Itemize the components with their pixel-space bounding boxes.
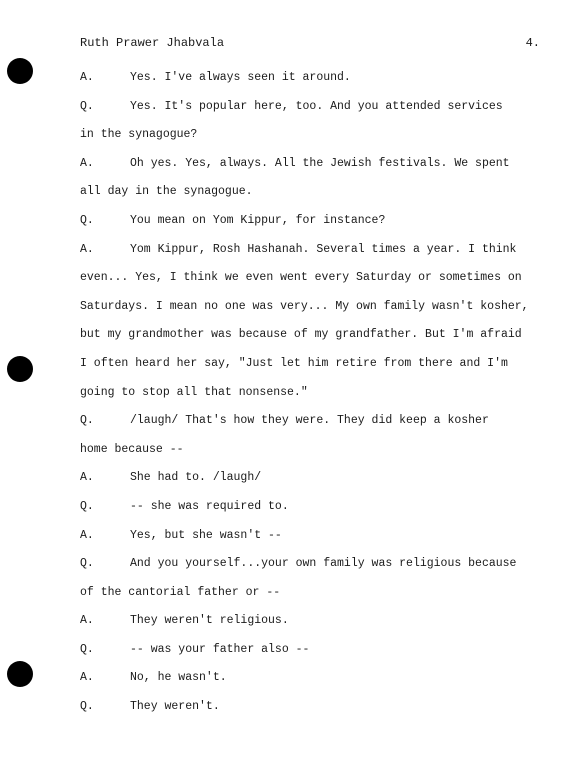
transcript-line	[80, 121, 550, 150]
speaker-label: A.	[80, 671, 94, 685]
header-author: Ruth Prawer Jhabvala	[80, 36, 225, 50]
line-text: /laugh/ That's how they were. They did keep a kosher	[130, 414, 489, 428]
line-text: I often heard her say, "Just let him retire from there and I'm	[80, 356, 508, 370]
line-text: Yes. I've always seen it around.	[130, 71, 351, 84]
transcript-line	[80, 150, 550, 179]
transcript-line	[80, 664, 550, 693]
line-text: Yom Kippur, Rosh Hashanah. Several times a year. I think	[130, 242, 517, 256]
line-text: She had to. /laugh/	[130, 471, 262, 485]
transcript-line	[80, 579, 550, 608]
transcript-line	[80, 264, 550, 293]
transcript-line	[80, 636, 550, 665]
speaker-label: Q.	[80, 700, 94, 714]
page-header	[80, 36, 540, 56]
transcript-line	[80, 93, 550, 122]
speaker-label: Q.	[80, 414, 94, 428]
line-text: going to stop all that nonsense."	[80, 385, 308, 399]
punch-hole	[7, 661, 33, 687]
line-text: Oh yes. Yes, always. All the Jewish festivals. We spent	[130, 156, 510, 170]
transcript-line	[80, 693, 550, 722]
punch-hole	[7, 58, 33, 84]
line-text: Yes. It's popular here, too. And you attended services	[130, 99, 503, 113]
transcript-line	[80, 607, 550, 636]
line-text: And you yourself...your own family was religious because	[130, 557, 517, 571]
speaker-label: A.	[80, 156, 94, 170]
line-text: home because --	[80, 442, 184, 456]
line-text: but my grandmother was because of my grandfather. But I'm afraid	[80, 328, 522, 342]
transcript-line	[80, 407, 550, 436]
line-text: of the cantorial father or --	[80, 585, 281, 599]
transcript-line	[80, 550, 550, 579]
line-text: No, he wasn't.	[130, 671, 227, 685]
transcript-line	[80, 236, 550, 265]
transcript-line	[80, 178, 550, 207]
speaker-label: A.	[80, 528, 94, 542]
speaker-label: A.	[80, 242, 94, 256]
transcript-line	[80, 493, 550, 522]
line-text: You mean on Yom Kippur, for instance?	[130, 213, 386, 227]
speaker-label: Q.	[80, 499, 94, 513]
line-text: -- she was required to.	[130, 499, 289, 513]
transcript-line	[80, 293, 550, 322]
speaker-label: A.	[80, 471, 94, 485]
line-text: even... Yes, I think we even went every Saturday or sometimes on	[80, 271, 522, 285]
transcript-body	[80, 64, 550, 722]
speaker-label: Q.	[80, 213, 94, 227]
line-text: -- was your father also --	[130, 642, 310, 656]
transcript-line	[80, 350, 550, 379]
line-text: in the synagogue?	[80, 128, 198, 142]
transcript-line	[80, 379, 550, 408]
transcript-line	[80, 321, 550, 350]
line-text: Yes, but she wasn't --	[130, 528, 282, 542]
line-text: Saturdays. I mean no one was very... My own family wasn't kosher,	[80, 299, 529, 313]
speaker-label: Q.	[80, 557, 94, 571]
speaker-label: Q.	[80, 99, 94, 113]
speaker-label: A.	[80, 71, 94, 84]
speaker-label: A.	[80, 614, 94, 628]
speaker-label: Q.	[80, 642, 94, 656]
line-text: They weren't religious.	[130, 614, 289, 628]
line-text: They weren't.	[130, 700, 220, 714]
transcript-line	[80, 64, 550, 93]
transcript-line	[80, 207, 550, 236]
page-number: 4.	[525, 36, 540, 50]
transcript-line	[80, 464, 550, 493]
transcript-line	[80, 522, 550, 551]
line-text: all day in the synagogue.	[80, 185, 253, 199]
punch-hole	[7, 356, 33, 382]
transcript-line	[80, 436, 550, 465]
